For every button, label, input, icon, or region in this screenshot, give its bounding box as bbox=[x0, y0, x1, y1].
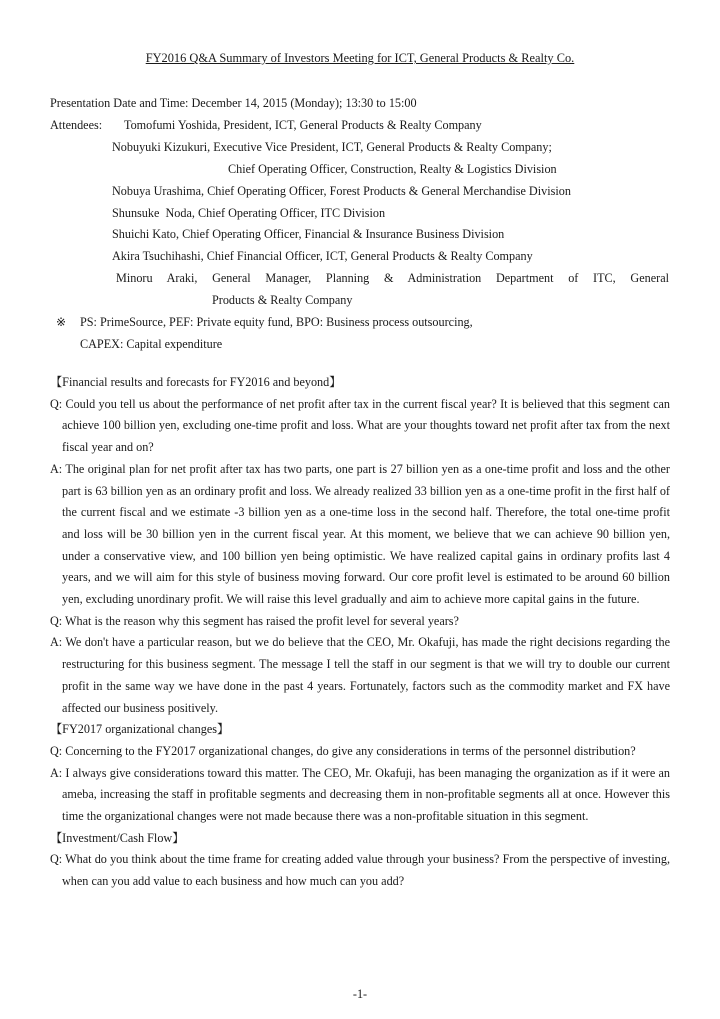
abbreviation-note: CAPEX: Capital expenditure bbox=[80, 337, 223, 351]
question: Q: Concerning to the FY2017 organizational changes, do give any considerations in terms of the personnel distribution? bbox=[50, 743, 636, 758]
attendee-line: Minoru Araki, General Manager, Planning & Administration Department of ITC, General bbox=[116, 271, 669, 285]
attendee-line: Tomofumi Yoshida, President, ICT, General Products & Realty Company bbox=[124, 118, 482, 132]
note-mark: ※ bbox=[56, 315, 67, 329]
answer: A: We don't have a particular reason, but we do believe that the CEO, Mr. Okafuji, has made the right decisions regarding the restructuring for this business segment. The message I tell the staff in our segment is that we will try to double our current profit in the same way we have done in the past 4 years. Fortunately, factors such as the commodity market and FX have affected our business positively. bbox=[50, 635, 670, 715]
attendee-line: Nobuyuki Kizukuri, Executive Vice President, ICT, General Products & Realty Company; bbox=[112, 140, 552, 154]
section-heading: 【Investment/Cash Flow】 bbox=[50, 830, 185, 845]
document-title: FY2016 Q&A Summary of Investors Meeting for ICT, General Products & Realty Co. bbox=[145, 51, 575, 65]
attendee-line: Shunsuke Noda, Chief Operating Officer, ITC Division bbox=[112, 206, 386, 220]
attendee-line: Shuichi Kato, Chief Operating Officer, Financial & Insurance Business Division bbox=[112, 227, 505, 241]
attendee-line: Products & Realty Company bbox=[212, 293, 353, 307]
question: Q: What do you think about the time frame for creating added value through your business? From the perspective of investing, when can you add value to each business and how much can you add? bbox=[50, 852, 670, 889]
presentation-date: Presentation Date and Time: December 14, 2015 (Monday); 13:30 to 15:00 bbox=[50, 96, 417, 110]
attendee-line: Chief Operating Officer, Construction, Realty & Logistics Division bbox=[228, 162, 557, 176]
answer: A: The original plan for net profit after tax has two parts, one part is 27 billion yen as a one-time profit and loss and the other part is 63 billion yen as an ordinary profit and loss. We already realized 33 billion yen as a one-time profit in the first half of the current fiscal and we estimate -3 billion yen as a one-time loss in the second half. Therefore, the total one-time profit and loss will be 30 billion yen in the current fiscal year. At this moment, we believe that we can achieve 90 billion yen, under a conservative view, and 100 billion yen being optimistic. We have realized capital gains in ordinary profits last 4 years, and we will aim for this style of business moving forward. Our core profit level is estimated to be around 60 billion yen, excluding unordinary profit. We will raise this level gradually and aim to achieve more capital gains in the future. bbox=[50, 461, 670, 607]
abbreviation-note: PS: PrimeSource, PEF: Private equity fund, BPO: Business process outsourcing, bbox=[80, 315, 473, 329]
question: Q: Could you tell us about the performance of net profit after tax in the current fiscal year? It is believed that this segment can achieve 100 billion yen, excluding one-time profit and loss. What are your thoughts toward net profit after tax from the next fiscal year and on? bbox=[50, 396, 670, 455]
answer: A: I always give considerations toward this matter. The CEO, Mr. Okafuji, has been managing the organization as if it were an ameba, increasing the staff in profitable segments and decreasing them in non-profitable segments all at once. However this time the organizational changes were not made because there was a non-profitable situation in this segment. bbox=[50, 765, 670, 824]
attendee-line: Nobuya Urashima, Chief Operating Officer, Forest Products & General Merchandise Division bbox=[112, 184, 571, 198]
section-heading: 【Financial results and forecasts for FY2016 and beyond】 bbox=[50, 375, 342, 389]
attendee-line: Akira Tsuchihashi, Chief Financial Officer, ICT, General Products & Realty Company bbox=[112, 249, 533, 263]
attendees-label: Attendees: bbox=[50, 118, 103, 132]
question: Q: What is the reason why this segment has raised the profit level for several years? bbox=[50, 613, 459, 628]
qa-body bbox=[50, 372, 670, 893]
page-number: -1- bbox=[352, 987, 368, 1001]
section-heading: 【FY2017 organizational changes】 bbox=[50, 722, 230, 737]
